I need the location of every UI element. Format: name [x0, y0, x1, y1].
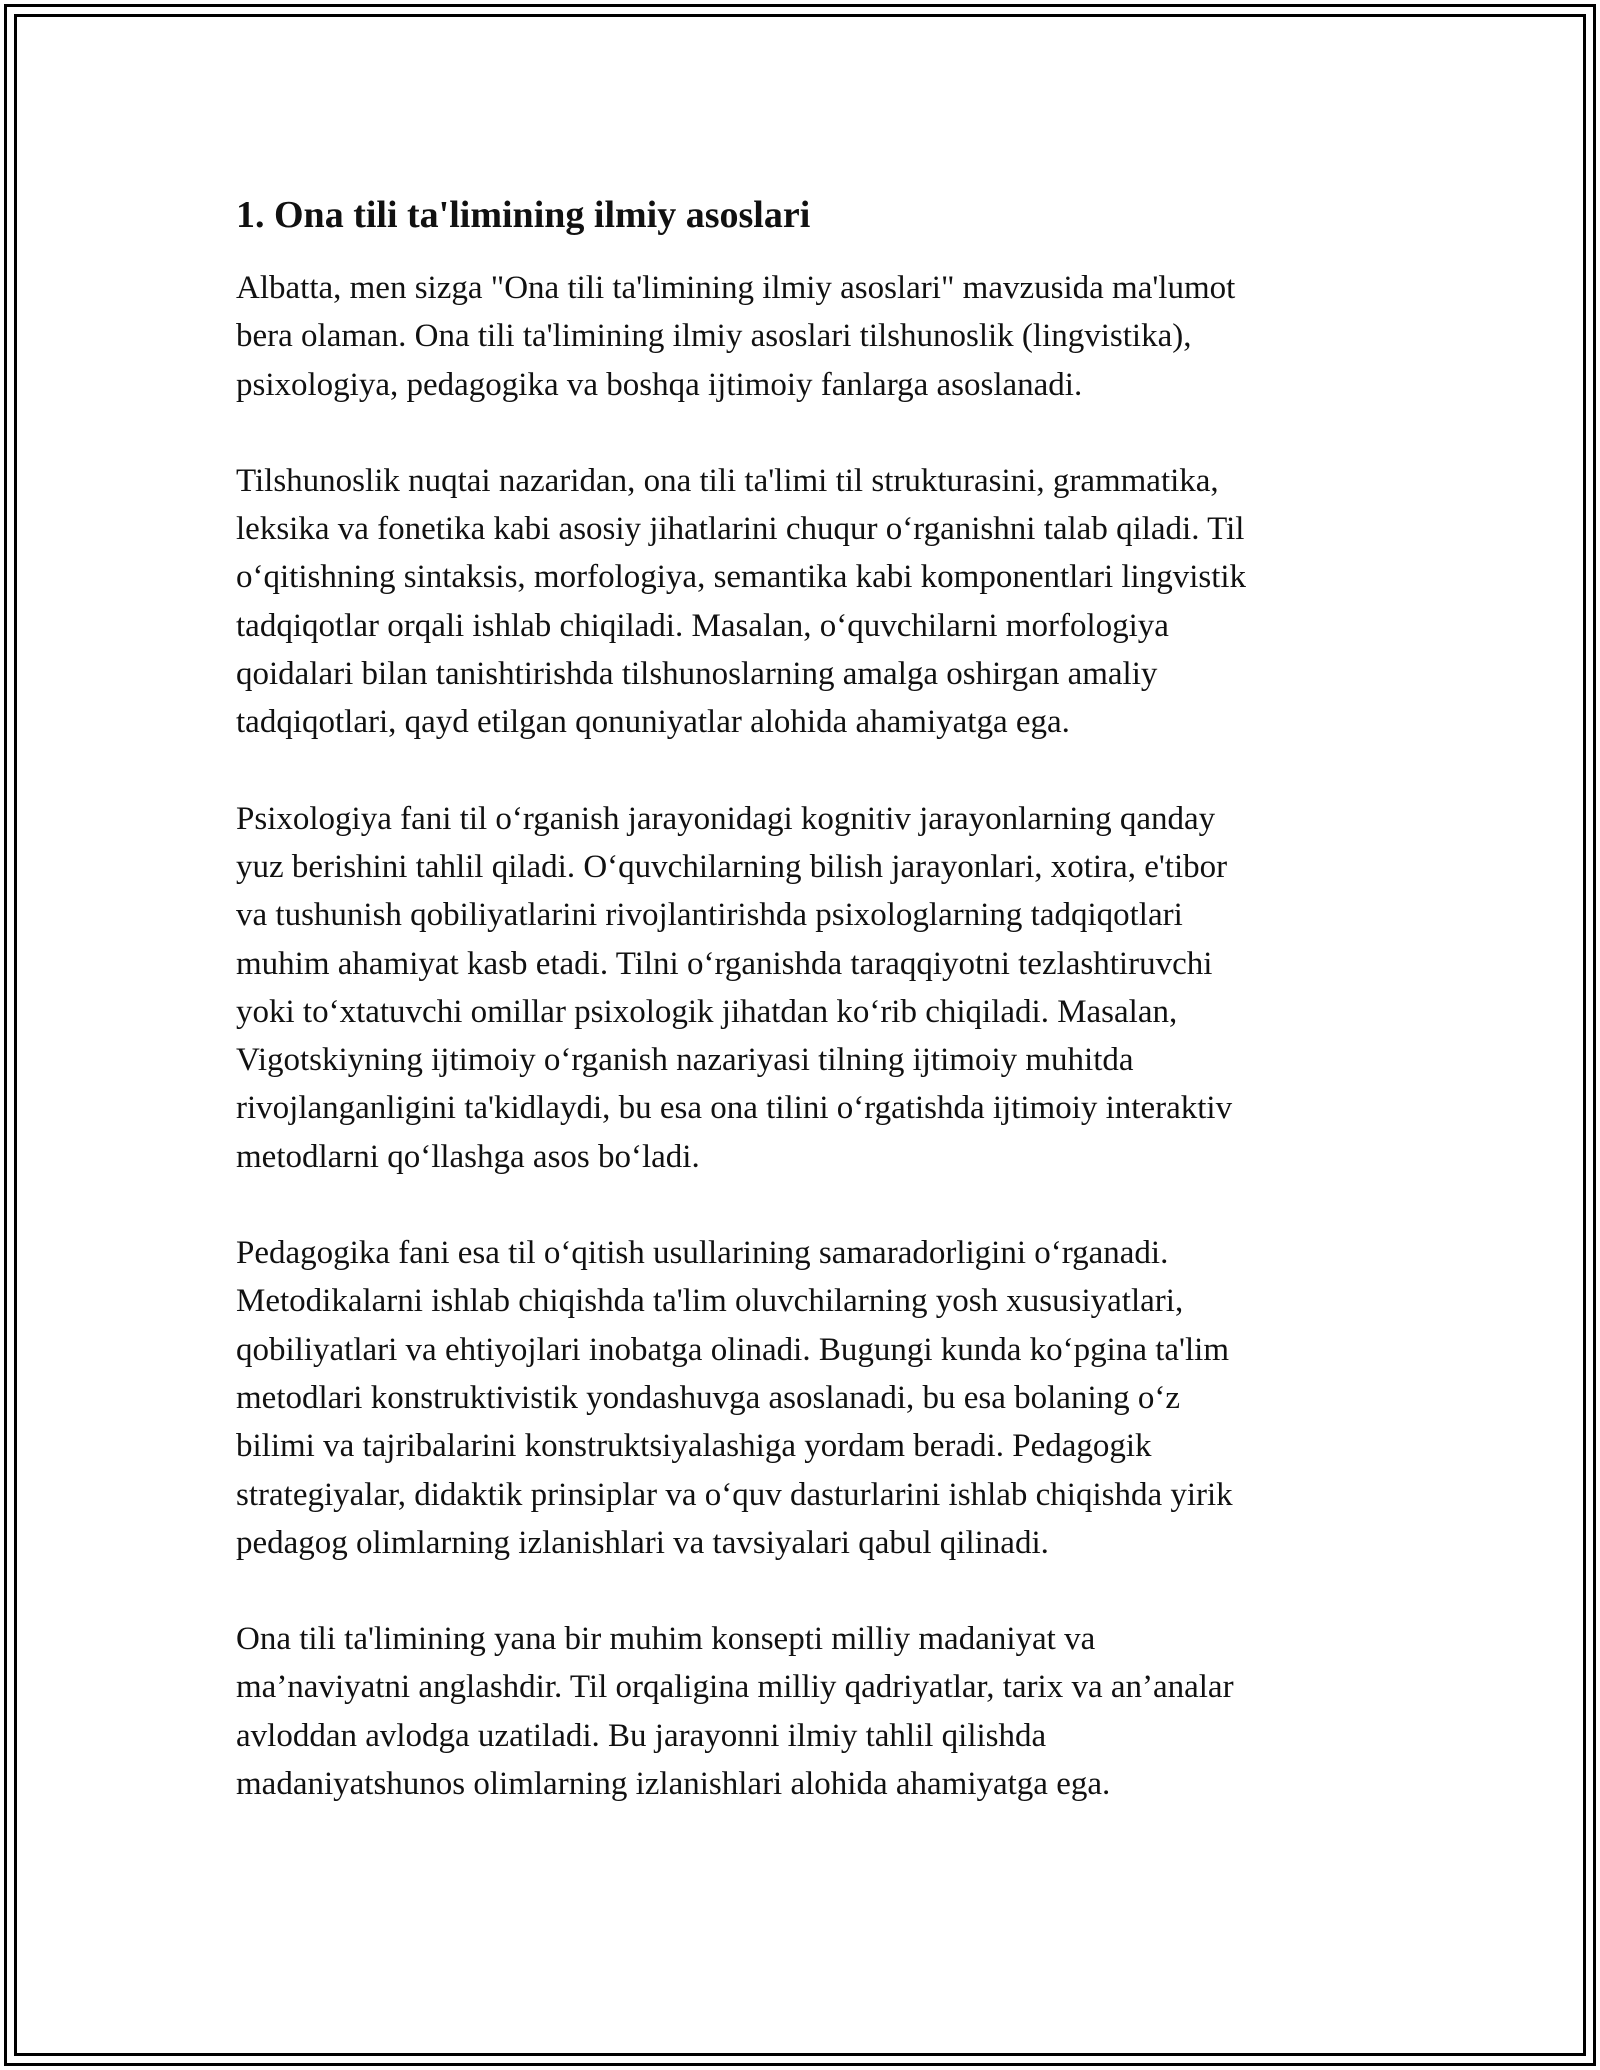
- paragraph-pedagogy: Pedagogika fani esa til o‘qitish usullarining samaradorligini o‘rganadi. Metodikalarni ishlab chiqishda ta'lim oluvchilarning yosh xususiyatlari, qobiliyatlari va ehtiyojlari inobatga olinadi. Bugungi kunda ko‘pgina ta'lim metodlari konstruktivistik yondashuvga asoslanadi, bu esa bolaning o‘z bilimi va tajribalarini konstruktsiyalashiga yordam beradi. Pedagogik strategiyalar, didaktik prinsiplar va o‘quv dasturlarini ishlab chiqishda yirik pedagog olimlarning izlanishlari va tavsiyalari qabul qilinadi.: [236, 1235, 1233, 1561]
- paragraph-intro: Albatta, men sizga "Ona tili ta'limining ilmiy asoslari" mavzusida ma'lumot bera olaman. Ona tili ta'limining ilmiy asoslari tilshunoslik (lingvistika), psixologiya, pedagogika va boshqa ijtimoiy fanlarga asoslanadi.: [236, 270, 1236, 403]
- paragraph-psychology: Psixologiya fani til o‘rganish jarayonidagi kognitiv jarayonlarning qanday yuz berishini tahlil qiladi. O‘quvchilarning bilish jarayonlari, xotira, e'tibor va tushunish qobiliyatlarini rivojlantirishda psixologlarning tadqiqotlari muhim ahamiyat kasb etadi. Tilni o‘rganishda taraqqiyotni tezlashtiruvchi yoki to‘xtatuvchi omillar psixologik jihatdan ko‘rib chiqiladi. Masalan, Vigotskiyning ijtimoiy o‘rganish nazariyasi tilning ijtimoiy muhitda rivojlanganligini ta'kidlaydi, bu esa ona tilini o‘rgatishda ijtimoiy interaktiv metodlarni qo‘llashga asos bo‘ladi.: [236, 800, 1233, 1175]
- document-body: [236, 188, 1366, 1856]
- paragraph-linguistics: Tilshunoslik nuqtai nazaridan, ona tili ta'limi til strukturasini, grammatika, leksika va fonetika kabi asosiy jihatlarini chuqur o‘rganishni talab qiladi. Til o‘qitishning sintaksis, morfologiya, semantika kabi komponentlari lingvistik tadqiqotlar orqali ishlab chiqiladi. Masalan, o‘quvchilarni morfologiya qoidalari bilan tanishtirishda tilshunoslarning amalga oshirgan amaliy tadqiqotlari, qayd etilgan qonuniyatlar alohida ahamiyatga ega.: [236, 462, 1247, 741]
- document-title: 1. Ona tili ta'limining ilmiy asoslari: [236, 194, 811, 236]
- paragraph-culture: Ona tili ta'limining yana bir muhim konsepti milliy madaniyat va ma’naviyatni anglashdir. Til orqaligina milliy qadriyatlar, tarix va an’analar avloddan avlodga uzatiladi. Bu jarayonni ilmiy tahlil qilishda madaniyatshunos olimlarning izlanishlari alohida ahamiyatga ega.: [236, 1621, 1234, 1803]
